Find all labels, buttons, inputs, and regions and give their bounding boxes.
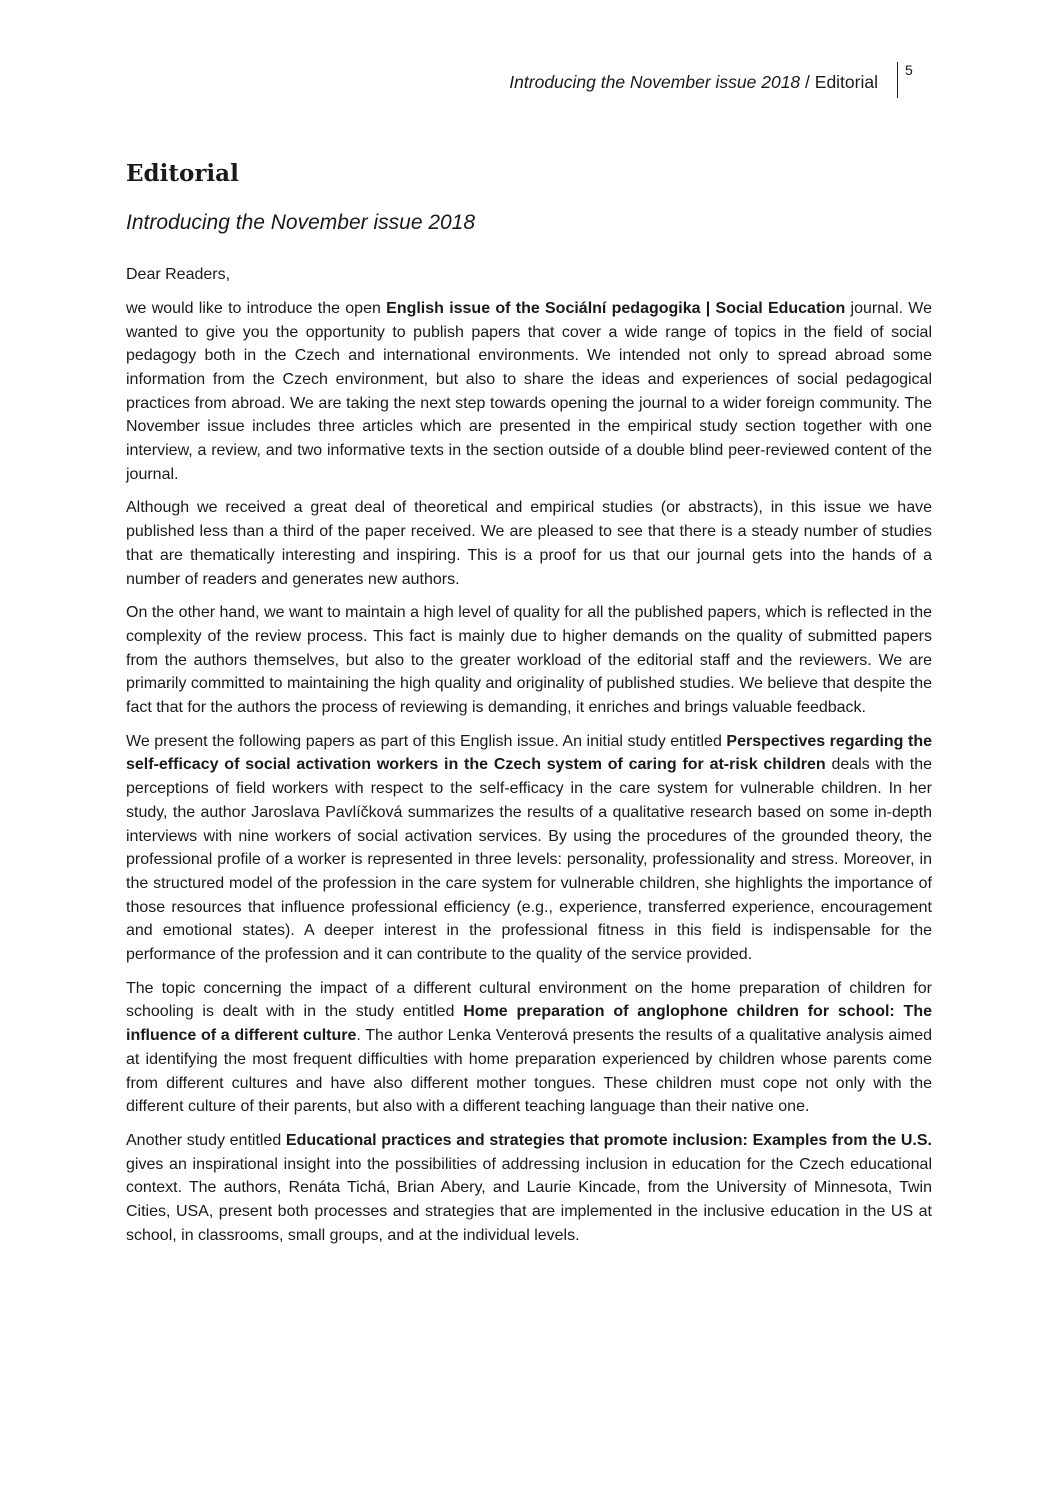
article-title: Editorial [126,160,239,187]
paragraph-text: We present the following papers as part of this English issue. An initial study entitled [126,732,727,750]
paragraph-bold-text: English issue of the Sociální pedagogika | Social Education [386,299,846,317]
header-separator: / [800,72,815,92]
paragraph [126,496,932,591]
paragraph-text: The topic concerning the impact of a different cultural environment on the home preparation of children for schooling is dealt with in the study entitled [126,979,932,1021]
paragraph-bold-text: Educational practices and strategies that promote inclusion: Examples from the U.S. [285,1132,932,1149]
paragraph [126,601,932,720]
paragraph-bold-text: Perspectives regarding the self-efficacy of social activation workers in the Czech system of caring for at-risk children [126,732,932,774]
running-title: Introducing the November issue 2018 [509,72,801,92]
header-divider [897,62,898,98]
paragraph-text: On the other hand, we want to maintain a high level of quality for all the published papers, which is reflected in the complexity of the review process. This fact is mainly due to higher demands on the quality of submitted papers from the authors themselves, but also to the greater workload of the editorial staff and the reviewers. We are primarily committed to maintaining the high quality and originality of published studies. We believe that despite the fact that for the authors the process of reviewing is demanding, it enriches and brings valuable feedback. [126,604,932,717]
paragraph-bold-text: Home preparation of anglophone children for school: The influence of a different culture [126,1003,932,1045]
running-header [509,72,878,93]
page-number: 5 [905,62,913,78]
article-body [126,155,932,1248]
paragraph-text: Another study entitled [126,1132,286,1149]
paragraph-text: journal. We wanted to give you the opportunity to publish papers that cover a wide range of topics in the field of social pedagogy both in the Czech and international environments. We intended not only to spread abroad some information from the Czech environment, but also to share the ideas and experiences of social pedagogical practices from abroad. We are taking the next step towards opening the journal to a wider foreign community. The November issue includes three articles which are presented in the empirical study section together with one interview, a review, and two informative texts in the section outside of a double blind peer-reviewed content of the journal. [126,299,933,483]
paragraph-text: we would like to introduce the open [126,299,387,317]
paragraph-text: Although we received a great deal of theoretical and empirical studies (or abstracts), in this issue we have published less than a third of the paper received. We are pleased to see that there is a steady number of studies that are thematically interesting and inspiring. This is a proof for us that our journal gets into the hands of a number of readers and generates new authors. [126,499,932,588]
paragraph-text: deals with the perceptions of field workers with respect to the self-efficacy in the care system for vulnerable children. In her study, the author Jaroslava Pavlíčková summarizes the results of a qualitative research based on some in-depth interviews with nine workers of social activation services. By using the procedures of the grounded theory, the professional profile of a worker is represented in three levels: personality, professionality and stress. Moreover, in the structured model of the profession in the care system for vulnerable children, she highlights the importance of those resources that influence professional efficiency (e.g., experience, transferred experience, encouragement and emotional states). A deeper interest in the professional fitness in this field is indispensable for the performance of the profession and it can contribute to the quality of the service provided. [126,756,932,964]
article-subtitle: Introducing the November issue 2018 [126,211,476,234]
paragraph [126,730,932,967]
paragraph [126,1129,932,1248]
paragraph-text: gives an inspirational insight into the possibilities of addressing inclusion in education for the Czech educational context. The authors, Renáta Tichá, Brian Abery, and Laurie Kincade, from the University of Minnesota, Twin Cities, USA, present both processes and strategies that are implemented in the inclusive education in the US at school, in classrooms, small groups, and at the individual levels. [126,1155,932,1244]
salutation: Dear Readers, [126,266,231,283]
paragraph-list [126,297,932,1248]
header-section: Editorial [814,72,878,92]
paragraph [126,297,932,487]
paragraph-text: . The author Lenka Venterová presents the results of a qualitative analysis aimed at identifying the most frequent difficulties with home preparation experienced by children whose parents come from different cultures and have also different mother tongues. These children must cope not only with the different culture of their parents, but also with a different teaching language than their native one. [126,1027,933,1116]
paragraph [126,977,932,1119]
